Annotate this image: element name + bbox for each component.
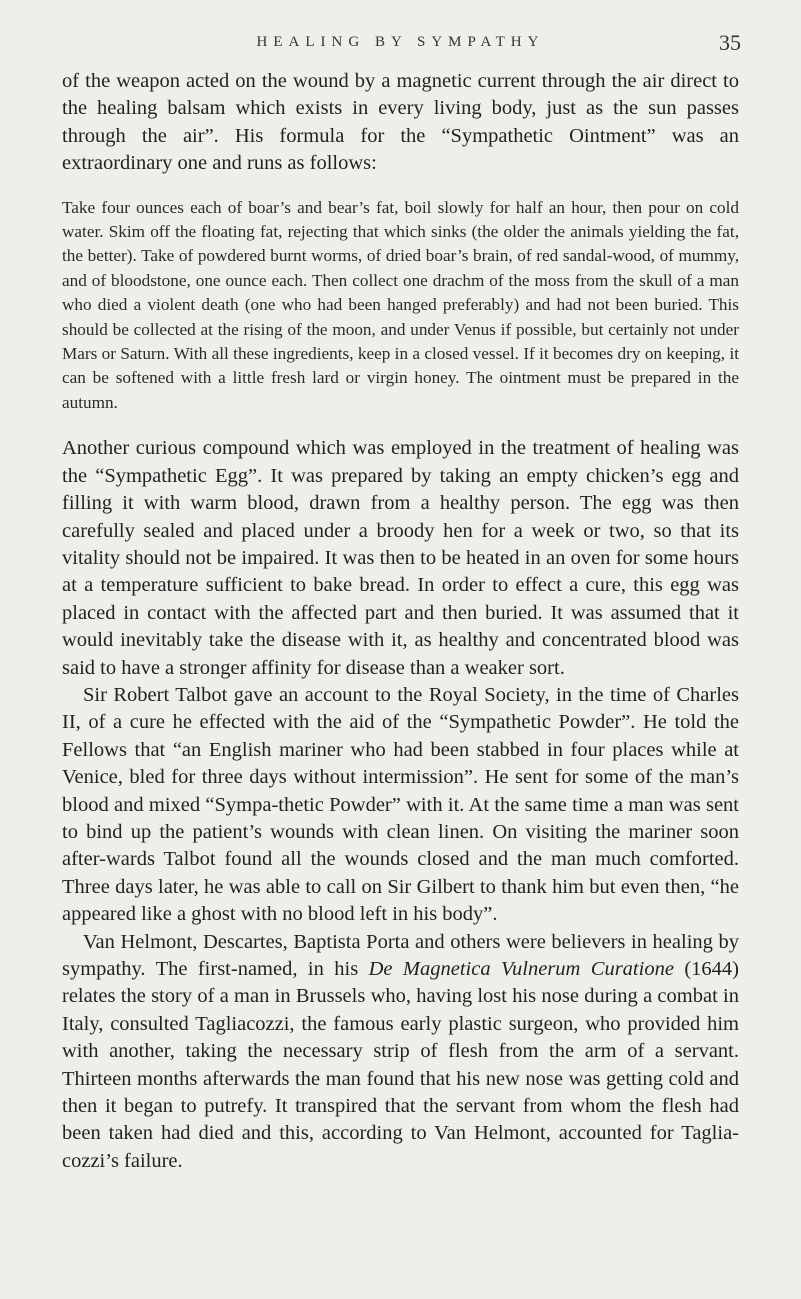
paragraph-4-text-a: Van Helmont, Descartes, Baptista Porta and others were believers in healing by sympathy. The first-named, in his [62, 930, 739, 980]
running-title: HEALING BY SYMPATHY [256, 34, 545, 50]
paragraph-4 [62, 929, 739, 1176]
paragraph-2: Another curious compound which was employed in the treatment of healing was the “Sympathetic Egg”. It was prepared by taking an empty chicken’s egg and filling it with warm blood, drawn from a healthy person. The egg was then carefully sealed and placed under a broody hen for a week or two, so that its vitality should not be impaired. It was then to be heated in an oven for some hours at a temperature sufficient to bake bread. In order to effect a cure, this egg was placed in contact with the affected part and then buried. It was assumed that it would inevitably take the disease with it, as healthy and concentrated blood was said to have a stronger affinity for disease than a weaker sort. [62, 437, 739, 679]
page-number: 35 [719, 30, 741, 55]
paragraph-3: Sir Robert Talbot gave an account to the Royal Society, in the time of Charles II, of a cure he effected with the aid of the “Sympathetic Powder”. He told the Fellows that “an English mariner who had been stabbed in four places while at Venice, bled for three days without intermission”. He sent for some of the man’s blood and mixed “Sympa-thetic Powder” with it. At the same time a man was sent to bind up the patient’s wounds with clean linen. On visiting the mariner soon after-wards Talbot found all the wounds closed and the man much comforted. Three days later, he was able to call on Sir Gilbert to thank him but even then, “he appeared like a ghost with no blood left in his body”. [62, 683, 739, 926]
paragraph-4-text-b: (1644) relates the story of a man in Brussels who, having lost his nose during a combat in Italy, consulted Tagliacozzi, the famous early plastic surgeon, who provided him with another, taking the necessary strip of flesh from the arm of a servant. Thirteen months afterwards the man found that his new nose was getting cold and then it began to putrefy. It transpired that the servant from whom the flesh had been taken had died and this, according to Van Helmont, accounted for Taglia-cozzi’s failure. [62, 958, 739, 1172]
book-title-italic: De Magnetica Vulnerum Curatione [368, 958, 674, 980]
running-header [62, 30, 739, 68]
paragraph-1: of the weapon acted on the wound by a magnetic current through the air direct to the healing balsam which exists in every living body, just as the sun passes through the air”. His formula for the “Sympathetic Ointment” was an extraordinary one and runs as follows: [62, 70, 739, 175]
ointment-recipe-quote: Take four ounces each of boar’s and bear’s fat, boil slowly for half an hour, then pour on cold water. Skim off the floating fat, rejecting that which sinks (the older the animals yielding the fat, the better). Take of powdered burnt worms, of dried boar’s brain, of red sandal-wood, of mummy, and of bloodstone, one ounce each. Then collect one drachm of the moss from the skull of a man who died a violent death (one who had been hanged preferably) and had not been buried. This should be collected at the rising of the moon, and under Venus if possible, but certainly not under Mars or Saturn. With all these ingredients, keep in a closed vessel. If it becomes dry on keeping, it can be softened with a little fresh lard or virgin honey. The ointment must be prepared in the autumn. [62, 197, 739, 412]
